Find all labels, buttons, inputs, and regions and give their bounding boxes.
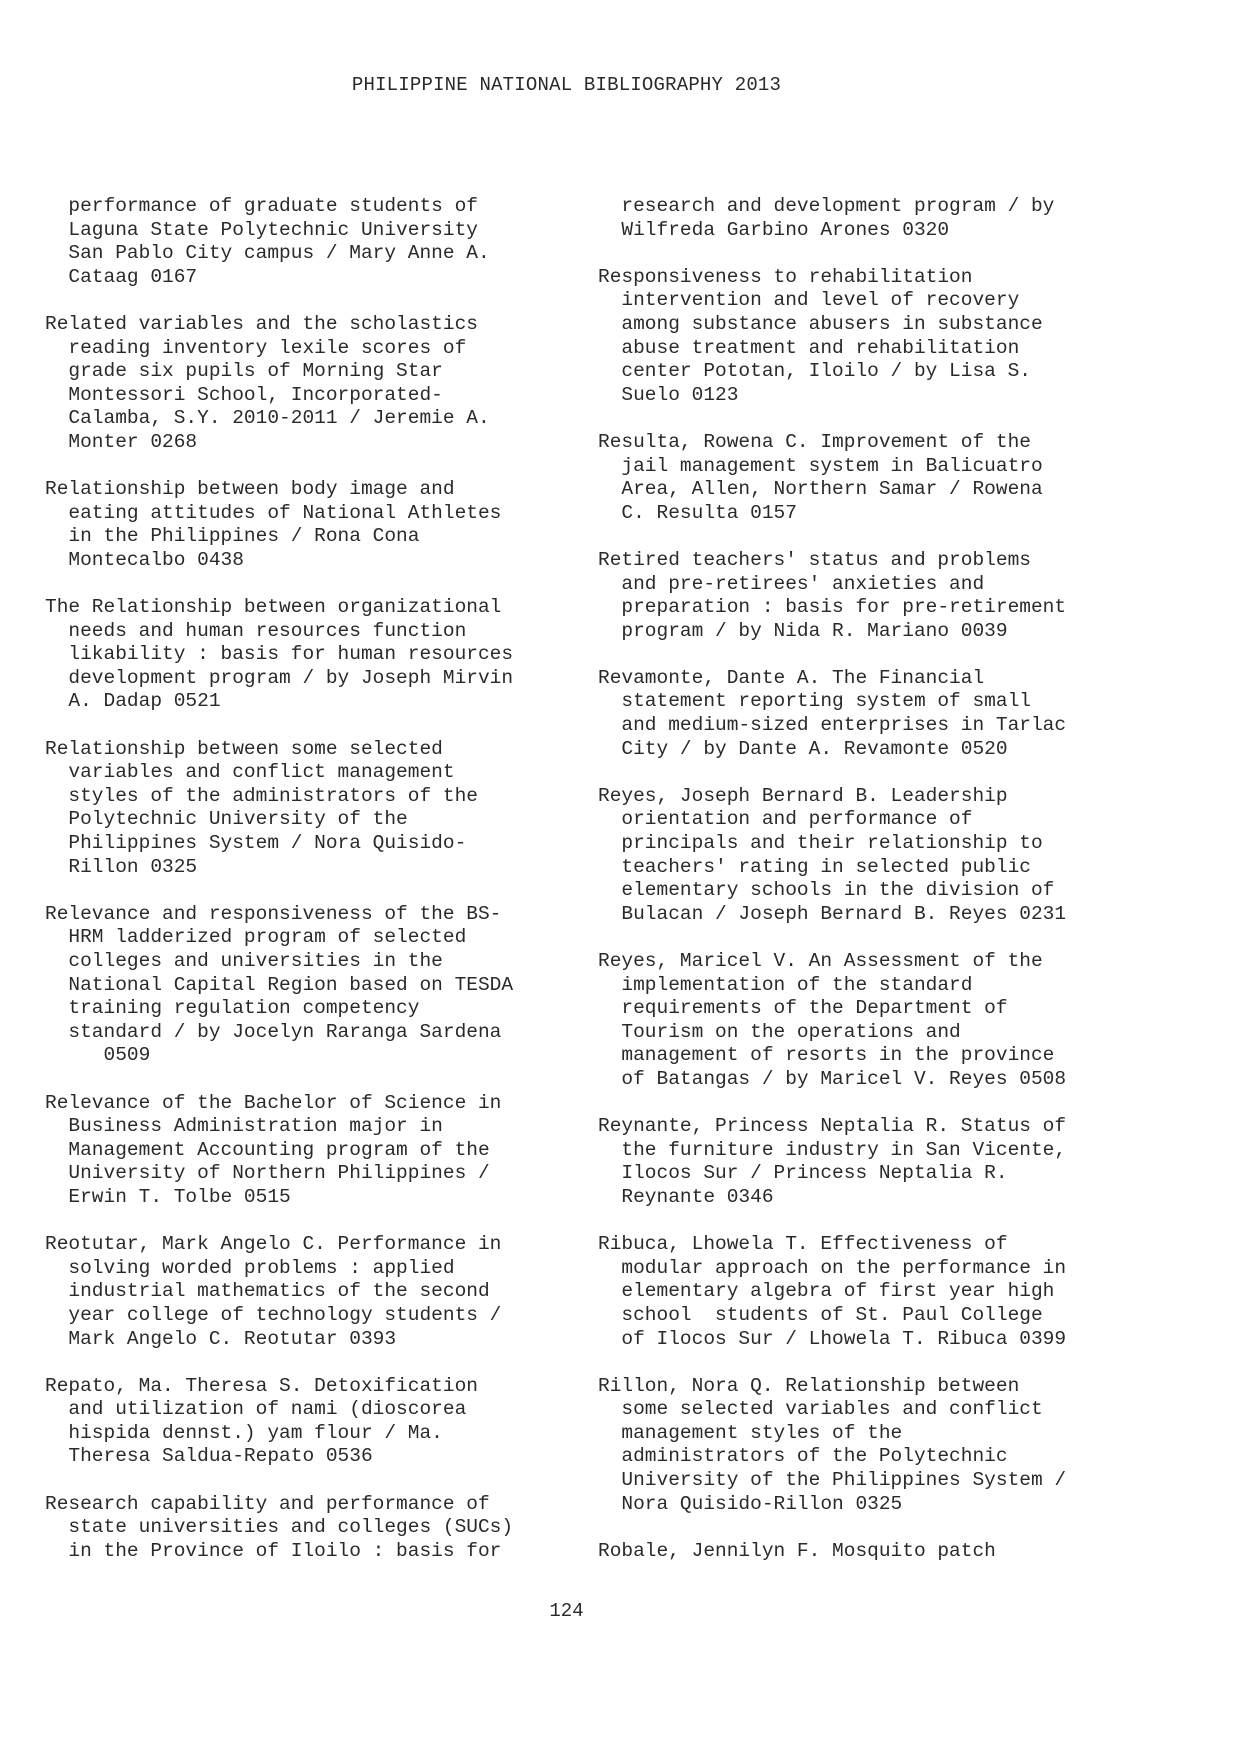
entry-line: Repato, Ma. Theresa S. Detoxification xyxy=(45,1374,478,1397)
entry-line: A. Dadap 0521 xyxy=(45,690,221,713)
entry-line: Mark Angelo C. Reotutar 0393 xyxy=(45,1327,397,1350)
entry-line: Rillon, Nora Q. Relationship between xyxy=(598,1374,1020,1397)
entry-line: variables and conflict management xyxy=(45,761,455,784)
entry-line: program / by Nida R. Mariano 0039 xyxy=(598,619,1008,642)
entry-line: Relevance and responsiveness of the BS- xyxy=(45,902,502,925)
page-number: 124 xyxy=(549,1600,584,1622)
entry-line: Ribuca, Lhowela T. Effectiveness of xyxy=(598,1233,1008,1256)
entry-line: Laguna State Polytechnic University xyxy=(45,218,478,241)
bibliography-entry xyxy=(45,478,605,572)
entry-line: needs and human resources function xyxy=(45,619,467,642)
entry-line: Philippines System / Nora Quisido- xyxy=(45,832,467,855)
entry-line: jail management system in Balicuatro xyxy=(598,454,1043,477)
bibliography-entry xyxy=(598,195,1158,242)
entry-line: Cataag 0167 xyxy=(45,265,198,288)
entry-line: Revamonte, Dante A. The Financial xyxy=(598,666,985,689)
entry-line: Reotutar, Mark Angelo C. Performance in xyxy=(45,1233,502,1256)
entry-line: HRM ladderized program of selected xyxy=(45,926,467,949)
entry-line: Robale, Jennilyn F. Mosquito patch xyxy=(598,1539,996,1562)
entry-line: Bulacan / Joseph Bernard B. Reyes 0231 xyxy=(598,902,1067,925)
entry-line: in the Philippines / Rona Cona xyxy=(45,525,420,548)
entry-line: some selected variables and conflict xyxy=(598,1398,1043,1421)
entry-line: orientation and performance of xyxy=(598,808,973,831)
entry-line: research and development program / by xyxy=(598,195,1055,217)
entry-line: Resulta, Rowena C. Improvement of the xyxy=(598,430,1031,453)
entry-line: principals and their relationship to xyxy=(598,832,1043,855)
entry-line: styles of the administrators of the xyxy=(45,784,478,807)
entry-line: Monter 0268 xyxy=(45,430,198,453)
bibliography-entry xyxy=(598,1115,1158,1209)
entry-line: intervention and level of recovery xyxy=(598,289,1020,312)
bibliography-entry xyxy=(598,266,1158,408)
entry-line: development program / by Joseph Mirvin xyxy=(45,666,514,689)
entry-line: University of the Philippines System / xyxy=(598,1469,1067,1492)
entry-line: Rillon 0325 xyxy=(45,855,198,878)
entry-line: and utilization of nami (dioscorea xyxy=(45,1398,467,1421)
bibliography-entry xyxy=(45,195,605,289)
bibliography-entry xyxy=(45,738,605,880)
entry-line: University of Northern Philippines / xyxy=(45,1162,490,1185)
entry-line: school students of St. Paul College xyxy=(598,1303,1043,1326)
entry-line: colleges and universities in the xyxy=(45,950,443,972)
entry-line: Wilfreda Garbino Arones 0320 xyxy=(598,218,950,241)
entry-line: center Pototan, Iloilo / by Lisa S. xyxy=(598,360,1031,383)
bibliography-entry xyxy=(45,596,605,714)
entry-line: Nora Quisido-Rillon 0325 xyxy=(598,1492,903,1515)
bibliography-entry xyxy=(45,1375,605,1469)
entry-line: Suelo 0123 xyxy=(598,383,739,406)
left-column xyxy=(45,195,605,1587)
entry-line: Relevance of the Bachelor of Science in xyxy=(45,1091,502,1114)
entry-line: performance of graduate students of xyxy=(45,195,478,217)
entry-line: Reynante, Princess Neptalia R. Status of xyxy=(598,1115,1067,1138)
entry-line: National Capital Region based on TESDA xyxy=(45,973,514,996)
entry-line: statement reporting system of small xyxy=(598,690,1031,713)
bibliography-entry xyxy=(45,1493,605,1564)
entry-line: of Batangas / by Maricel V. Reyes 0508 xyxy=(598,1067,1067,1090)
entry-line: teachers' rating in selected public xyxy=(598,855,1031,878)
entry-line: hispida dennst.) yam flour / Ma. xyxy=(45,1421,443,1444)
bibliography-entry xyxy=(598,431,1158,525)
bibliography-entry xyxy=(598,549,1158,643)
entry-line: Management Accounting program of the xyxy=(45,1138,490,1161)
bibliography-entry xyxy=(598,667,1158,761)
entry-line: Tourism on the operations and xyxy=(598,1020,961,1043)
running-header: PHILIPPINE NATIONAL BIBLIOGRAPHY 2013 xyxy=(351,74,782,96)
entry-line: Retired teachers' status and problems xyxy=(598,548,1031,571)
entry-line: The Relationship between organizational xyxy=(45,596,502,619)
entry-line: 0509 xyxy=(45,1044,151,1067)
entry-line: state universities and colleges (SUCs) xyxy=(45,1516,514,1539)
entry-line: requirements of the Department of xyxy=(598,997,1008,1020)
bibliography-entry xyxy=(45,1233,605,1351)
entry-line: training regulation competency xyxy=(45,997,420,1020)
entry-line: Polytechnic University of the xyxy=(45,808,408,831)
entry-line: management of resorts in the province xyxy=(598,1044,1055,1067)
entry-line: Erwin T. Tolbe 0515 xyxy=(45,1185,291,1208)
entry-line: Relationship between some selected xyxy=(45,737,443,760)
entry-line: modular approach on the performance in xyxy=(598,1256,1067,1279)
bibliography-entry xyxy=(598,785,1158,927)
entry-line: among substance abusers in substance xyxy=(598,312,1043,335)
bibliography-entry xyxy=(598,1540,1158,1564)
entry-line: Calamba, S.Y. 2010-2011 / Jeremie A. xyxy=(45,407,490,430)
entry-line: Montecalbo 0438 xyxy=(45,548,244,571)
right-column xyxy=(598,195,1158,1587)
entry-line: of Ilocos Sur / Lhowela T. Ribuca 0399 xyxy=(598,1327,1067,1350)
entry-line: Research capability and performance of xyxy=(45,1492,490,1515)
entry-line: likability : basis for human resources xyxy=(45,643,514,666)
entry-line: City / by Dante A. Revamonte 0520 xyxy=(598,737,1008,760)
bibliography-entry xyxy=(45,903,605,1068)
entry-line: the furniture industry in San Vicente, xyxy=(598,1138,1067,1161)
entry-line: abuse treatment and rehabilitation xyxy=(598,336,1020,359)
entry-line: administrators of the Polytechnic xyxy=(598,1445,1008,1468)
entry-line: reading inventory lexile scores of xyxy=(45,336,467,359)
entry-line: C. Resulta 0157 xyxy=(598,501,797,524)
entry-line: Montessori School, Incorporated- xyxy=(45,383,443,406)
entry-line: San Pablo City campus / Mary Anne A. xyxy=(45,242,490,265)
entry-line: Business Administration major in xyxy=(45,1115,443,1138)
entry-line: management styles of the xyxy=(598,1421,903,1444)
entry-line: Reyes, Joseph Bernard B. Leadership xyxy=(598,784,1008,807)
bibliography-entry xyxy=(45,1092,605,1210)
entry-line: Reynante 0346 xyxy=(598,1185,774,1208)
entry-line: implementation of the standard xyxy=(598,973,973,996)
entry-line: elementary schools in the division of xyxy=(598,879,1055,902)
entry-line: solving worded problems : applied xyxy=(45,1256,455,1279)
entry-line: Area, Allen, Northern Samar / Rowena xyxy=(598,478,1043,501)
entry-line: Theresa Saldua-Repato 0536 xyxy=(45,1445,373,1468)
entry-line: Responsiveness to rehabilitation xyxy=(598,265,973,288)
entry-line: industrial mathematics of the second xyxy=(45,1280,490,1303)
entry-line: and pre-retirees' anxieties and xyxy=(598,572,985,595)
bibliography-entry xyxy=(45,313,605,455)
entry-line: and medium-sized enterprises in Tarlac xyxy=(598,714,1067,737)
bibliography-entry xyxy=(598,1233,1158,1351)
entry-line: eating attitudes of National Athletes xyxy=(45,501,502,524)
entry-line: in the Province of Iloilo : basis for xyxy=(45,1539,502,1562)
entry-line: standard / by Jocelyn Raranga Sardena xyxy=(45,1020,502,1043)
entry-line: elementary algebra of first year high xyxy=(598,1280,1055,1303)
bibliography-entry xyxy=(598,1375,1158,1517)
entry-line: preparation : basis for pre-retirement xyxy=(598,596,1067,619)
bibliography-entry xyxy=(598,950,1158,1092)
entry-line: Relationship between body image and xyxy=(45,478,455,501)
entry-line: Ilocos Sur / Princess Neptalia R. xyxy=(598,1162,1008,1185)
entry-line: Related variables and the scholastics xyxy=(45,312,478,335)
entry-line: year college of technology students / xyxy=(45,1303,502,1326)
entry-line: grade six pupils of Morning Star xyxy=(45,360,443,383)
entry-line: Reyes, Maricel V. An Assessment of the xyxy=(598,950,1043,972)
